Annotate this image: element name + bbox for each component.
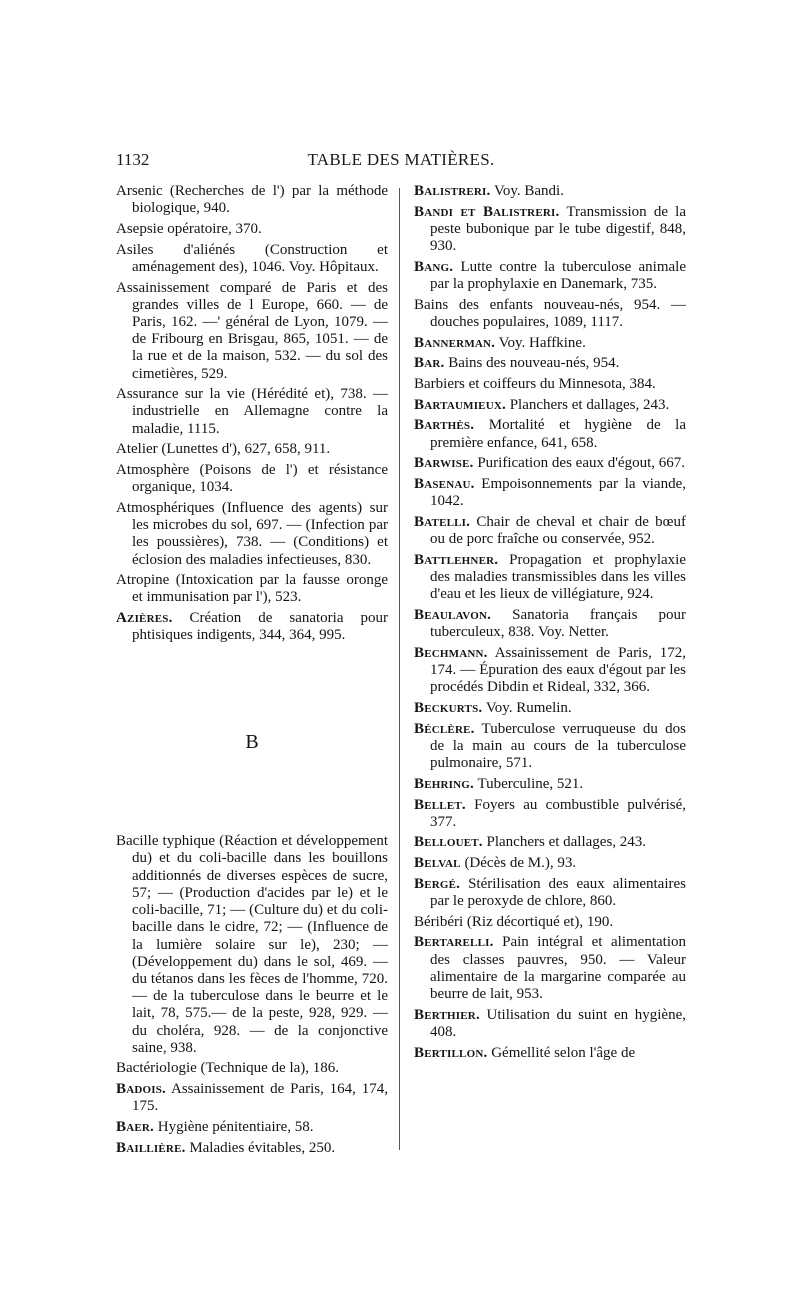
author-name: Bergé. <box>414 875 461 892</box>
index-entry <box>414 297 686 331</box>
index-entry <box>414 376 686 393</box>
entry-text: Voy. Rumelin. <box>482 699 572 716</box>
author-name: Beckurts. <box>414 699 483 716</box>
entry-text: Atelier (Lunettes d'), 627, 658, 911. <box>116 441 331 458</box>
index-entry <box>116 1119 388 1136</box>
entry-text: Bacille typhique (Réaction et développement du) et du coli-bacille dans les bouillons additionnés de diverses espèces de sucre, 57; — (Production d'acides par le) et le coli-bacille, 71; — (Culture du) et du coli-bacille dans le cidre, 72; — (Influence de la lumière solaire sur le), 230; — (Développement du) dans le sol, 469. — du tétanos dans les fèces de l'homme, 720. — de la tuberculose dans le beurre et le lait, 78, 575.— de la peste, 928, 929. — du choléra, 928. — de la conjonctive saine, 938. <box>116 833 388 1056</box>
page-number: 1132 <box>116 150 150 169</box>
author-name: Béclère. <box>414 720 475 737</box>
index-entry <box>116 500 388 569</box>
entry-text: Sanatoria français pour tuberculeux, 838. Voy. Netter. <box>430 606 686 641</box>
author-name: Badois. <box>116 1081 166 1098</box>
author-name: Bannerman. <box>414 334 496 351</box>
index-entry <box>414 476 686 510</box>
section-letter: B <box>245 731 259 754</box>
index-entry <box>414 645 686 697</box>
index-entry <box>414 855 686 872</box>
index-entry <box>414 514 686 548</box>
entry-text: Gémellité selon l'âge de <box>487 1044 636 1061</box>
author-name: Bertillon. <box>414 1044 488 1061</box>
author-name: Barwise. <box>414 455 474 472</box>
entry-text: Foyers au combustible pulvérisé, 377. <box>430 796 686 830</box>
author-name: Balistreri. <box>414 183 491 199</box>
entry-text: Asiles d'aliénés (Construction et aménagement des), 1046. Voy. Hôpitaux. <box>116 241 388 275</box>
entry-text: Asepsie opératoire, 370. <box>116 220 262 237</box>
entry-text: Bains des nouveau-nés, 954. <box>444 355 620 372</box>
index-entry <box>116 833 388 1057</box>
index-entry <box>414 934 686 1003</box>
entry-text: Purification des eaux d'égout, 667. <box>473 455 685 472</box>
author-name: Azières. <box>116 610 173 627</box>
index-entry <box>414 1045 686 1062</box>
entries-b-list <box>116 833 388 1077</box>
author-name: Berthier. <box>414 1006 480 1023</box>
author-name: Behring. <box>414 775 474 792</box>
entry-text: Arsenic (Recherches de l') par la méthode biologique, 940. <box>116 183 388 217</box>
index-entry <box>414 1007 686 1041</box>
index-entry <box>116 386 388 438</box>
index-entry <box>414 797 686 831</box>
right-entries-list <box>414 183 686 1062</box>
entry-text: (Décès de M.), 93. <box>460 855 577 872</box>
entry-text: Stérilisation des eaux alimentaires par le peroxyde de chlore, 860. <box>430 875 686 910</box>
index-entry <box>116 1081 388 1115</box>
entry-text: Assainissement de Paris, 172, 174. — Épuration des eaux d'égout par les procédés Dibdin et Rideal, 332, 366. <box>430 644 686 696</box>
index-entry <box>116 183 388 217</box>
index-entry <box>116 221 388 238</box>
index-entry <box>414 417 686 451</box>
entry-text: Voy. Bandi. <box>490 183 564 199</box>
author-name: Bellouet. <box>414 834 483 851</box>
entry-text: Bactériologie (Technique de la), 186. <box>116 1060 340 1077</box>
author-name: Bechmann. <box>414 644 488 661</box>
author-name: Bellet. <box>414 796 466 813</box>
index-entry <box>414 355 686 372</box>
index-entry <box>116 572 388 606</box>
index-entry-azieres <box>116 610 388 644</box>
entry-text: Planchers et dallages, 243. <box>505 396 670 413</box>
entry-text: Assurance sur la vie (Hérédité et), 738. — industrielle en Allemagne contre la maladie, 1115. <box>116 386 388 437</box>
entry-text: Pain intégral et alimentation des classes pauvres, 950. — Valeur alimentaire de la margarine comparée au beurre de lait, 953. <box>430 934 686 1003</box>
author-name: Battlehner. <box>414 551 499 568</box>
index-entry <box>414 455 686 472</box>
entry-text: Assainissement comparé de Paris et des grandes villes de l Europe, 660. — de Paris, 162. —' général de Lyon, 1079. — de Fribourg en Brisgau, 865, 1051. — de la rue et de la maison, 532. — du sol des cimetières, 529. <box>116 279 388 382</box>
entry-text: Tuberculine, 521. <box>473 775 584 792</box>
entry-text: Béribéri (Riz décortiqué et), 190. <box>414 913 614 930</box>
index-entry <box>116 441 388 458</box>
author-name: Bandi et Balistreri. <box>414 203 560 220</box>
entry-text: Atropine (Intoxication par la fausse oronge et immunisation par l'), 523. <box>116 572 388 606</box>
index-entry <box>116 242 388 276</box>
running-title: TABLE DES MATIÈRES. <box>307 150 495 169</box>
author-name: Bang. <box>414 258 454 275</box>
index-entry <box>116 280 388 383</box>
index-entry <box>414 607 686 641</box>
author-name: Bar. <box>414 355 445 372</box>
author-name: Bertarelli. <box>414 934 494 951</box>
index-entry <box>414 335 686 352</box>
left-column <box>116 183 388 1160</box>
index-entry <box>414 721 686 773</box>
entry-text: Atmosphère (Poisons de l') et résistance organique, 1034. <box>116 462 388 496</box>
entry-text: Maladies évitables, 250. <box>185 1139 336 1156</box>
column-divider <box>399 188 400 1150</box>
entry-text: Mortalité et hygiène de la première enfance, 641, 658. <box>430 417 686 451</box>
entry-text: Barbiers et coiffeurs du Minnesota, 384. <box>414 376 656 393</box>
entry-text: Empoisonnements par la viande, 1042. <box>430 476 686 510</box>
entry-text: Atmosphériques (Influence des agents) sur les microbes du sol, 697. — (Infection par les poussières), 738. — (Conditions) et éclosion des maladies infectieuses, 830. <box>116 499 388 568</box>
index-entry <box>414 914 686 931</box>
index-entry <box>414 183 686 200</box>
entry-text: Transmission de la peste bubonique par le tube digestif, 848, 930. <box>430 203 686 255</box>
entry-text: Bains des enfants nouveau-nés, 954. — douches populaires, 1089, 1117. <box>414 296 686 330</box>
index-entry <box>414 259 686 293</box>
entry-text: Voy. Haffkine. <box>495 334 586 351</box>
index-entry <box>414 700 686 717</box>
right-column <box>414 183 686 1065</box>
entry-text: Assainissement de Paris, 164, 174, 175. <box>132 1081 388 1115</box>
author-name: Basenau. <box>414 476 475 493</box>
index-entry <box>414 834 686 851</box>
author-name: Batelli. <box>414 513 471 530</box>
index-entry <box>414 552 686 604</box>
entry-text: Chair de cheval et chair de bœuf ou de porc fraîche ou conservée, 952. <box>430 513 686 548</box>
author-name: Beaulavon. <box>414 606 492 623</box>
index-entry <box>414 397 686 414</box>
index-entry <box>414 204 686 256</box>
entry-text: Création de sanatoria pour phtisiques indigents, 344, 364, 995. <box>132 610 388 644</box>
author-name: Baillière. <box>116 1139 186 1156</box>
author-name: Bartaumieux. <box>414 396 506 413</box>
author-name: Baer. <box>116 1119 154 1136</box>
entry-text: Utilisation du suint en hygiène, 408. <box>430 1006 686 1040</box>
index-entry <box>116 1140 388 1157</box>
index-entry <box>116 462 388 496</box>
index-entry <box>414 776 686 793</box>
author-name: Belval <box>414 855 461 872</box>
entry-text: Planchers et dallages, 243. <box>482 834 647 851</box>
index-entry <box>116 1060 388 1077</box>
entry-text: Hygiène pénitentiaire, 58. <box>153 1119 314 1136</box>
entry-text: Tuberculose verruqueuse du dos de la main au cours de la tuberculose pulmonaire, 571. <box>430 720 686 772</box>
entry-text: Propagation et prophylaxie des maladies transmissibles dans les villes d'eau et les lieux de villégiature, 924. <box>430 551 686 603</box>
named-entries-list <box>116 1081 388 1157</box>
entry-text: Lutte contre la tuberculose animale par la prophylaxie en Danemark, 735. <box>430 258 686 293</box>
page-header <box>116 150 686 174</box>
author-name: Barthès. <box>414 417 475 434</box>
entries-a-list <box>116 183 388 607</box>
index-entry <box>414 876 686 910</box>
